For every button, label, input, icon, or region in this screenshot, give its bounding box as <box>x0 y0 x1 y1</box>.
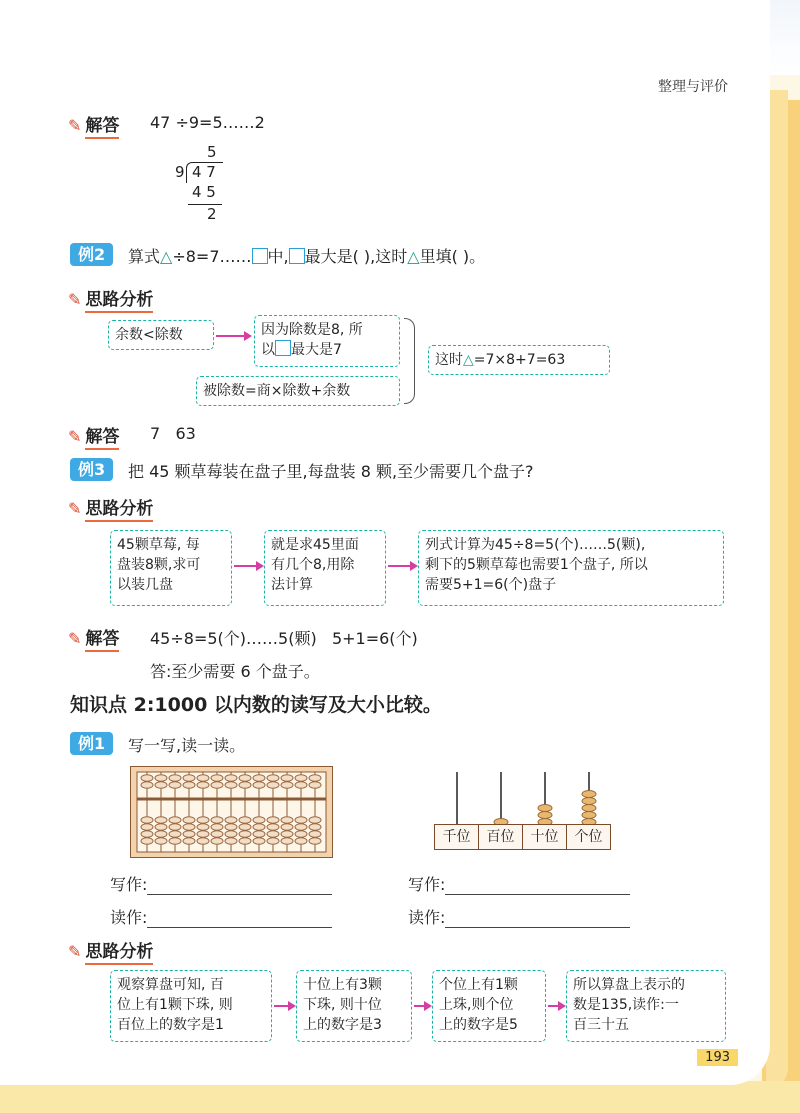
bead <box>538 805 552 812</box>
abacus-bead <box>267 782 279 788</box>
bead <box>538 812 552 819</box>
answer-text: 7 63 <box>150 424 196 443</box>
write-blank[interactable] <box>445 876 630 895</box>
abacus-bead <box>155 775 167 781</box>
read-blank[interactable] <box>445 909 630 928</box>
triangle-icon: △ <box>160 247 173 266</box>
example-tag: 例2 <box>70 243 113 266</box>
place-value-labels <box>434 824 611 850</box>
abacus-bead <box>141 824 153 830</box>
abacus-bead <box>295 782 307 788</box>
pencil-icon: ✎ <box>68 289 82 309</box>
abacus-bead <box>211 782 223 788</box>
place-label: 千位 <box>434 824 479 850</box>
abacus-bead <box>239 838 251 844</box>
abacus-bead <box>281 831 293 837</box>
abacus-bead <box>239 824 251 830</box>
long-division <box>172 143 232 223</box>
abacus-bead <box>309 775 321 781</box>
abacus-bead <box>183 824 195 830</box>
bead <box>582 798 596 805</box>
abacus-bead <box>225 782 237 788</box>
abacus-bead <box>211 831 223 837</box>
read-blank[interactable] <box>147 909 332 928</box>
abacus-bead <box>225 831 237 837</box>
example-3-header <box>70 457 113 480</box>
abacus-illustration <box>130 766 333 858</box>
place-label: 十位 <box>523 824 567 850</box>
example-tag: 例1 <box>70 732 113 755</box>
abacus-bead <box>281 838 293 844</box>
abacus-bead <box>197 817 209 823</box>
example-1-question: 写一写,读一读。 <box>128 736 246 755</box>
arrow-icon <box>548 1005 564 1007</box>
abacus-bead <box>155 831 167 837</box>
abacus-bead <box>169 838 181 844</box>
abacus-bead <box>141 775 153 781</box>
place-label: 百位 <box>479 824 523 850</box>
abacus-bead <box>169 782 181 788</box>
abacus-bead <box>211 824 223 830</box>
analysis-box: 个位上有1颗 上珠,则个位 上的数字是5 <box>432 970 546 1042</box>
analysis-box: 列式计算为45÷8=5(个)……5(颗), 剩下的5颗草莓也需要1个盘子, 所以 需要5+1=6(个)盘子 <box>418 530 724 606</box>
abacus-bead <box>225 824 237 830</box>
abacus-bead <box>309 831 321 837</box>
arrow-icon <box>388 565 416 567</box>
abacus-bead <box>197 831 209 837</box>
abacus-bead <box>169 817 181 823</box>
arrow-icon <box>274 1005 294 1007</box>
abacus-bead <box>197 782 209 788</box>
abacus-bead <box>155 838 167 844</box>
abacus-bead <box>253 831 265 837</box>
abacus-bead <box>239 782 251 788</box>
abacus-bead <box>295 775 307 781</box>
arrow-icon <box>414 1005 430 1007</box>
abacus-bead <box>141 831 153 837</box>
square-icon <box>252 248 268 264</box>
analysis-box: 就是求45里面 有几个8,用除 法计算 <box>264 530 386 606</box>
abacus-bead <box>183 831 195 837</box>
abacus-bead <box>197 838 209 844</box>
answer-label: ✎ 解答 <box>68 624 119 652</box>
abacus-bead <box>169 775 181 781</box>
abacus-bead <box>253 817 265 823</box>
write-row-right: 写作: <box>408 872 630 895</box>
abacus-bead <box>267 775 279 781</box>
abacus-bead <box>253 824 265 830</box>
abacus-bead <box>155 817 167 823</box>
answer-label: ✎ 解答 <box>68 422 119 450</box>
bead <box>582 791 596 798</box>
pencil-icon: ✎ <box>68 115 82 135</box>
analysis-box: 因为除数是8, 所 以 最大是7 <box>254 315 400 367</box>
abacus-bead <box>225 775 237 781</box>
abacus-bead <box>211 817 223 823</box>
abacus-bead <box>281 775 293 781</box>
abacus-bead <box>169 831 181 837</box>
analysis-box: 观察算盘可知, 百 位上有1颗下珠, 则 百位上的数字是1 <box>110 970 272 1042</box>
analysis-box: 这时△=7×8+7=63 <box>428 345 610 375</box>
abacus-bead <box>169 824 181 830</box>
abacus-bead <box>183 775 195 781</box>
abacus-bead <box>253 838 265 844</box>
abacus-bead <box>141 782 153 788</box>
abacus-bead <box>281 824 293 830</box>
answer-label: ✎ 解答 <box>68 111 119 139</box>
arrow-icon <box>234 565 262 567</box>
pencil-icon: ✎ <box>68 628 82 648</box>
answer-final: 答:至少需要 6 个盘子。 <box>150 662 320 681</box>
pencil-icon: ✎ <box>68 941 82 961</box>
abacus-bead <box>211 838 223 844</box>
abacus-bead <box>155 824 167 830</box>
abacus-bead <box>141 817 153 823</box>
analysis-box: 十位上有3颗 下珠, 则十位 上的数字是3 <box>296 970 412 1042</box>
abacus-bead <box>239 817 251 823</box>
write-row-left: 写作: <box>110 872 332 895</box>
write-blank[interactable] <box>147 876 332 895</box>
abacus-bead <box>267 824 279 830</box>
abacus-bead <box>267 817 279 823</box>
analysis-box: 所以算盘上表示的 数是135,读作:一 百三十五 <box>566 970 726 1042</box>
bottom-band <box>0 1081 800 1113</box>
abacus-bead <box>253 782 265 788</box>
abacus-bead <box>183 782 195 788</box>
abacus-bead <box>295 824 307 830</box>
abacus-bead <box>309 817 321 823</box>
example-2-header <box>70 242 113 265</box>
page-number: 193 <box>697 1049 738 1066</box>
abacus-bead <box>267 838 279 844</box>
abacus-bead <box>225 817 237 823</box>
abacus-bead <box>253 775 265 781</box>
triangle-icon: △ <box>463 352 474 368</box>
abacus-bead <box>197 824 209 830</box>
abacus-bead <box>197 775 209 781</box>
abacus-bead <box>183 817 195 823</box>
bead <box>582 805 596 812</box>
analysis-label: ✎ 思路分析 <box>68 494 153 522</box>
analysis-box: 45颗草莓, 每 盘装8颗,求可 以装几盘 <box>110 530 232 606</box>
brace-icon <box>404 318 415 404</box>
division-remainder: 2 <box>207 205 217 223</box>
abacus-bead <box>309 782 321 788</box>
abacus-bead <box>281 782 293 788</box>
example-tag: 例3 <box>70 458 113 481</box>
division-product: 4 5 <box>192 183 216 201</box>
division-quotient: 5 <box>207 143 217 161</box>
knowledge-point-title: 知识点 2:1000 以内数的读写及大小比较。 <box>70 694 442 716</box>
answer-equation: 47 ÷9=5……2 <box>150 113 265 132</box>
abacus-bead <box>295 831 307 837</box>
read-row-left: 读作: <box>110 905 332 928</box>
triangle-icon: △ <box>407 247 420 266</box>
bead <box>582 812 596 819</box>
abacus-bead <box>267 831 279 837</box>
division-divisor: 9 <box>175 163 185 181</box>
place-label: 个位 <box>567 824 611 850</box>
abacus-bead <box>211 775 223 781</box>
running-header: 整理与评价 <box>658 79 728 95</box>
abacus-bead <box>155 782 167 788</box>
abacus-bead <box>239 775 251 781</box>
abacus-bead <box>295 817 307 823</box>
pencil-icon: ✎ <box>68 498 82 518</box>
abacus-bead <box>281 817 293 823</box>
example-3-question: 把 45 颗草莓装在盘子里,每盘装 8 颗,至少需要几个盘子? <box>128 462 534 481</box>
analysis-box: 余数<除数 <box>108 320 214 350</box>
abacus-bead <box>225 838 237 844</box>
abacus-bead <box>141 838 153 844</box>
example-2-question: 算式△÷8=7…… 中, 最大是( ),这时△里填( )。 <box>128 247 486 266</box>
abacus-bead <box>295 838 307 844</box>
analysis-label: ✎ 思路分析 <box>68 937 153 965</box>
abacus-bead <box>309 824 321 830</box>
arrow-icon <box>216 335 250 337</box>
example-1-header <box>70 731 113 754</box>
read-row-right: 读作: <box>408 905 630 928</box>
abacus-bead <box>239 831 251 837</box>
answer-equation: 45÷8=5(个)……5(颗) 5+1=6(个) <box>150 629 418 648</box>
abacus-bead <box>309 838 321 844</box>
square-icon <box>275 340 291 356</box>
abacus-bead <box>183 838 195 844</box>
pencil-icon: ✎ <box>68 426 82 446</box>
analysis-label: ✎ 思路分析 <box>68 285 153 313</box>
division-dividend: 4 7 <box>192 163 216 181</box>
division-rule <box>188 204 222 205</box>
analysis-box: 被除数=商×除数+余数 <box>196 376 400 406</box>
square-icon <box>289 248 305 264</box>
